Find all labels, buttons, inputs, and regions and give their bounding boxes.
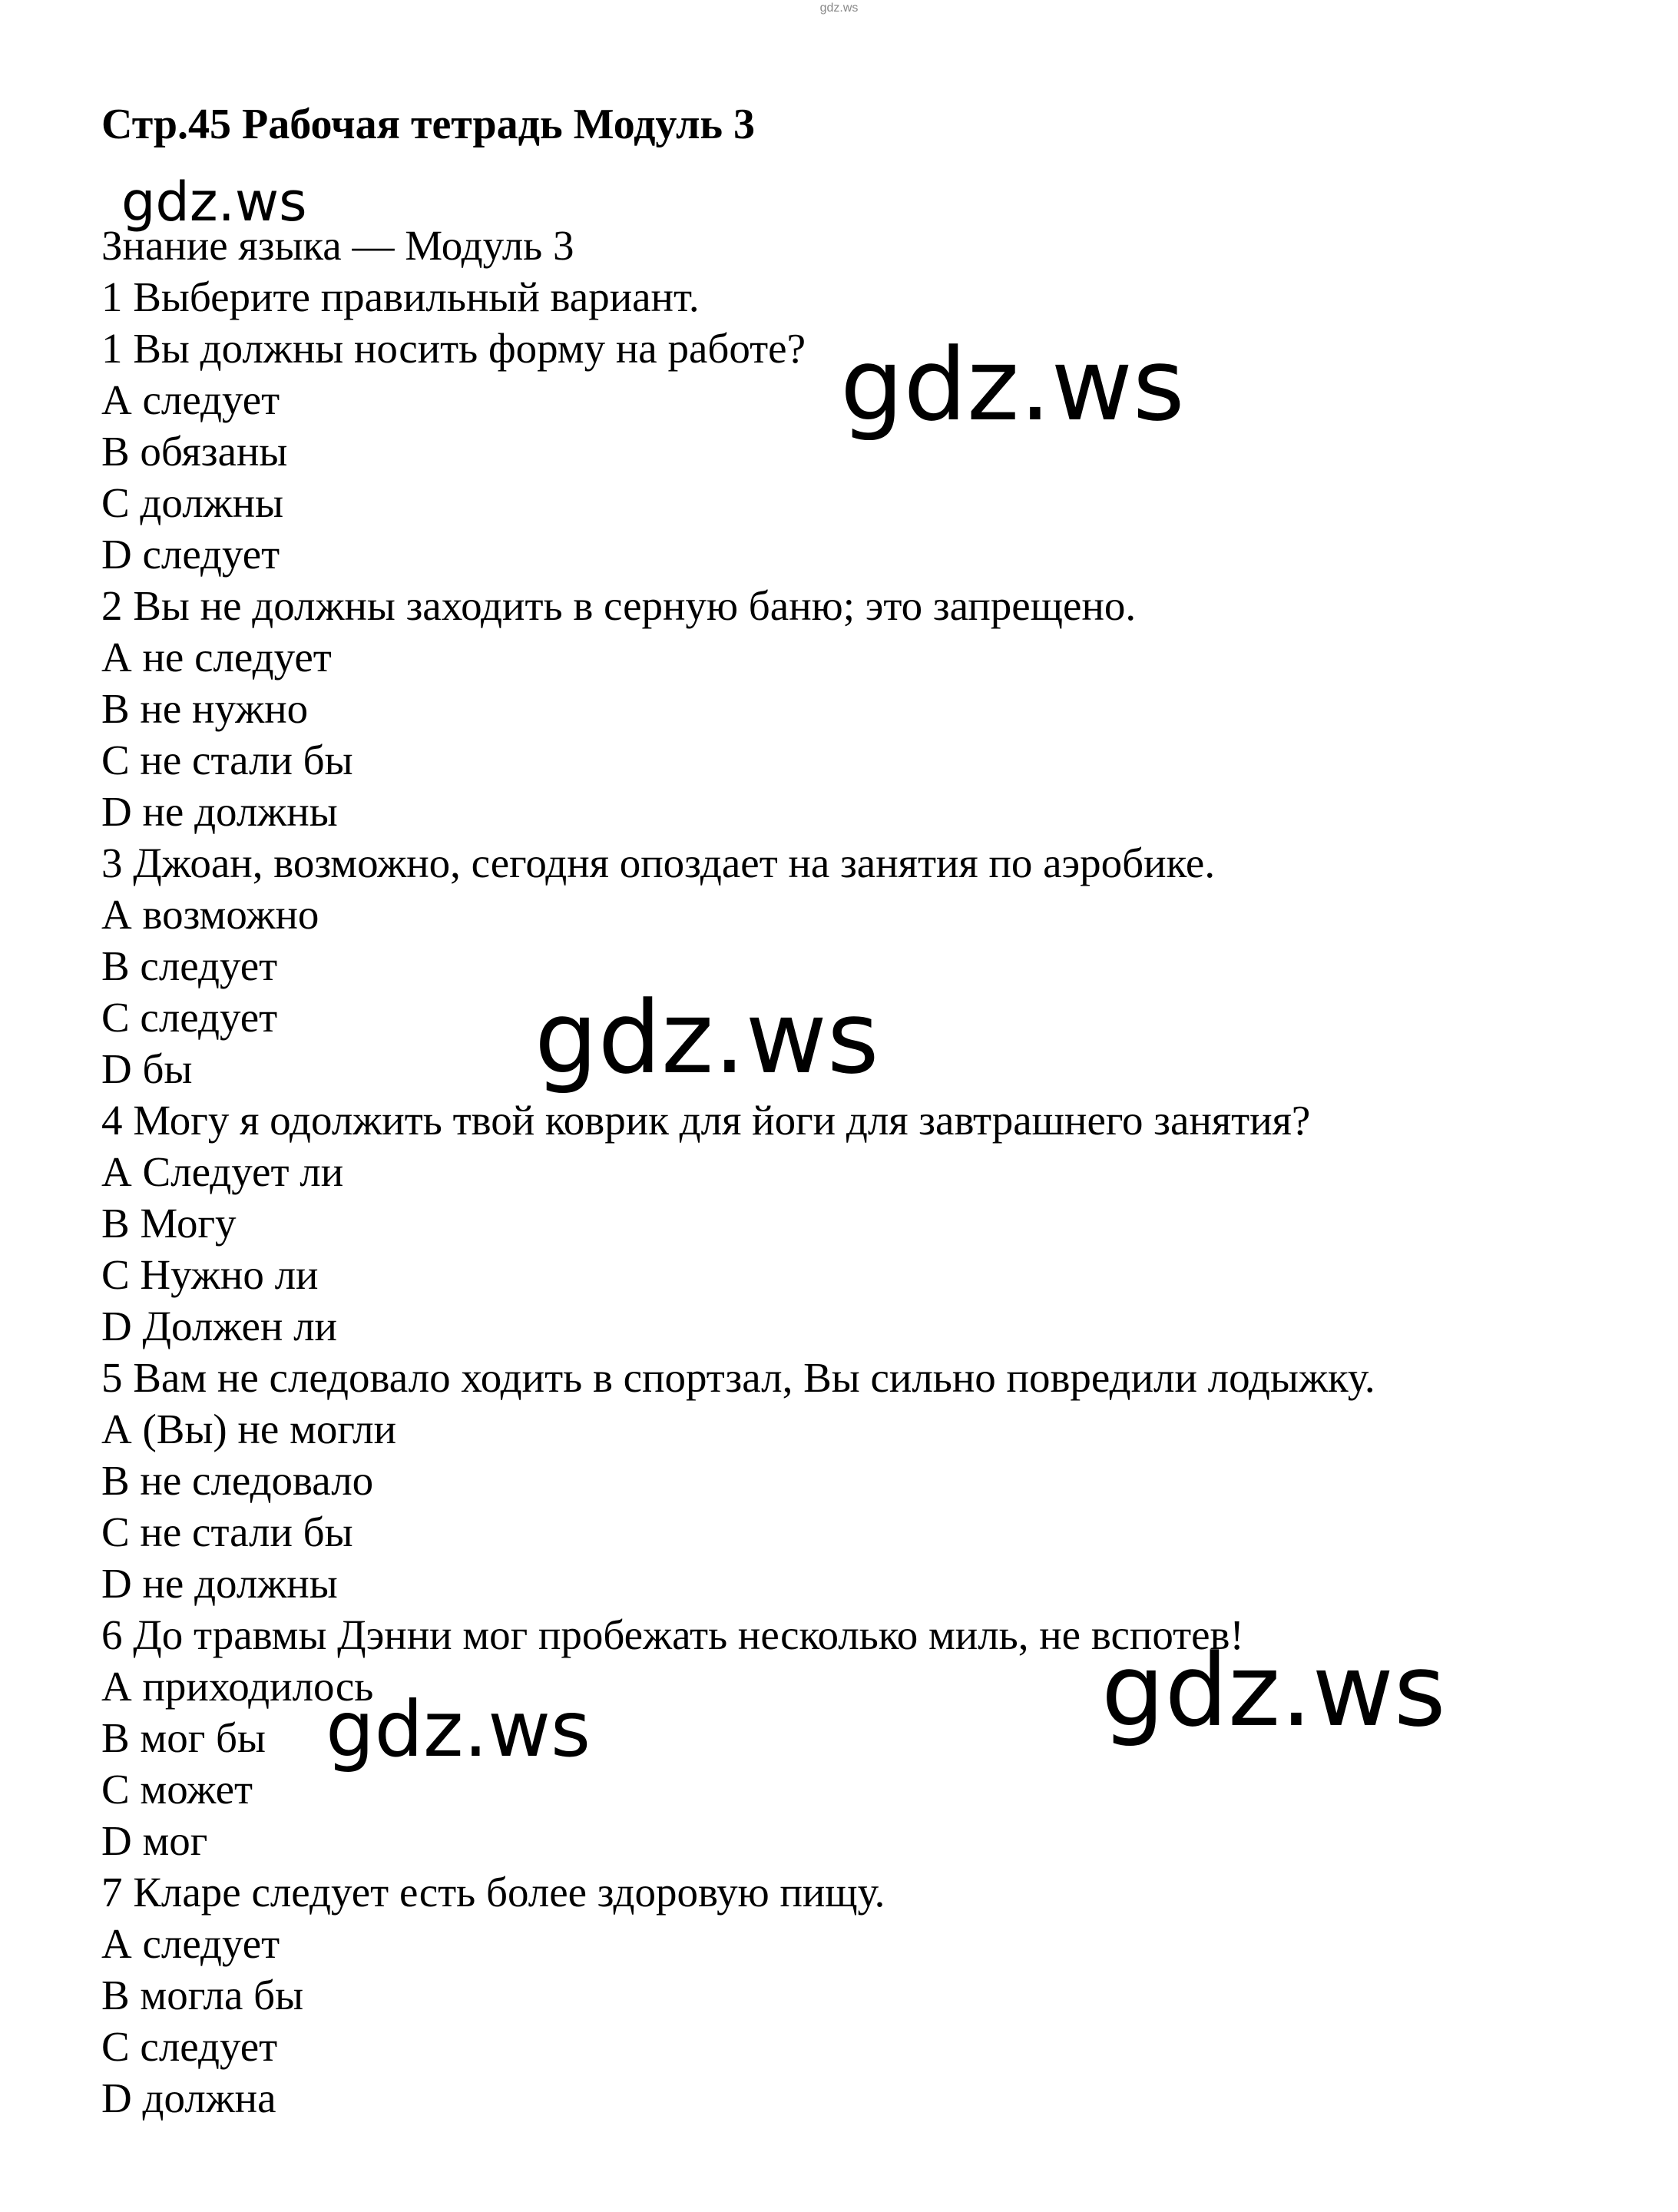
question-5-option-c: С не стали бы: [101, 1508, 353, 1555]
question-2: 2 Вы не должны заходить в серную баню; это запрещено.: [101, 582, 1137, 629]
section-heading: Знание языка — Модуль 3: [101, 222, 574, 269]
watermark-small: gdz.ws: [121, 171, 307, 233]
question-3: 3 Джоан, возможно, сегодня опоздает на занятия по аэробике.: [101, 839, 1216, 886]
question-4-option-b: В Могу: [101, 1200, 237, 1247]
question-6-option-d: D мог: [101, 1817, 208, 1864]
task-instruction: 1 Выберите правильный вариант.: [101, 273, 700, 320]
question-5-option-d: D не должны: [101, 1560, 338, 1607]
document-body: [101, 220, 1375, 2124]
question-6-option-b: В мог бы: [101, 1714, 266, 1761]
question-1-option-c: С должны: [101, 479, 284, 526]
question-4-option-c: С Нужно ли: [101, 1251, 319, 1298]
question-6-option-a: А приходилось: [101, 1663, 374, 1710]
question-3-option-a: А возможно: [101, 891, 319, 938]
question-1: 1 Вы должны носить форму на работе?: [101, 325, 806, 372]
question-2-option-a: А не следует: [101, 634, 332, 680]
question-5-option-a: А (Вы) не могли: [101, 1406, 397, 1452]
question-1-option-a: А следует: [101, 376, 280, 423]
question-5-option-b: В не следовало: [101, 1457, 374, 1504]
question-4: 4 Могу я одолжить твой коврик для йоги для завтрашнего занятия?: [101, 1097, 1311, 1144]
question-6-option-c: С может: [101, 1766, 253, 1813]
question-5: 5 Вам не следовало ходить в спортзал, Вы сильно повредили лодыжку.: [101, 1354, 1375, 1401]
question-2-option-b: В не нужно: [101, 685, 309, 732]
question-1-option-b: В обязаны: [101, 428, 288, 475]
question-3-option-c: С следует: [101, 994, 278, 1041]
page-title: Стр.45 Рабочая тетрадь Модуль 3: [101, 101, 756, 148]
question-4-option-a: А Следует ли: [101, 1148, 344, 1195]
question-7: 7 Кларе следует есть более здоровую пищу.: [101, 1869, 885, 1916]
question-3-option-b: В следует: [101, 942, 278, 989]
question-7-option-b: В могла бы: [101, 1972, 304, 2018]
watermark-large-middle: gdz.ws: [535, 979, 879, 1096]
question-7-option-a: А следует: [101, 1920, 280, 1967]
question-4-option-d: D Должен ли: [101, 1303, 337, 1349]
watermark-large-top: gdz.ws: [840, 326, 1185, 443]
watermark-medium-lower-left: gdz.ws: [326, 1684, 591, 1774]
question-1-option-d: D следует: [101, 531, 280, 578]
question-2-option-c: С не стали бы: [101, 737, 353, 783]
question-7-option-c: С следует: [101, 2023, 278, 2070]
question-3-option-d: D бы: [101, 1045, 193, 1092]
question-6: 6 До травмы Дэнни мог пробежать несколько миль, не вспотев!: [101, 1611, 1244, 1658]
watermark-large-lower-right: gdz.ws: [1101, 1632, 1446, 1749]
question-7-option-d: D должна: [101, 2075, 276, 2121]
top-watermark: gdz.ws: [819, 2, 859, 15]
question-2-option-d: D не должны: [101, 788, 338, 835]
